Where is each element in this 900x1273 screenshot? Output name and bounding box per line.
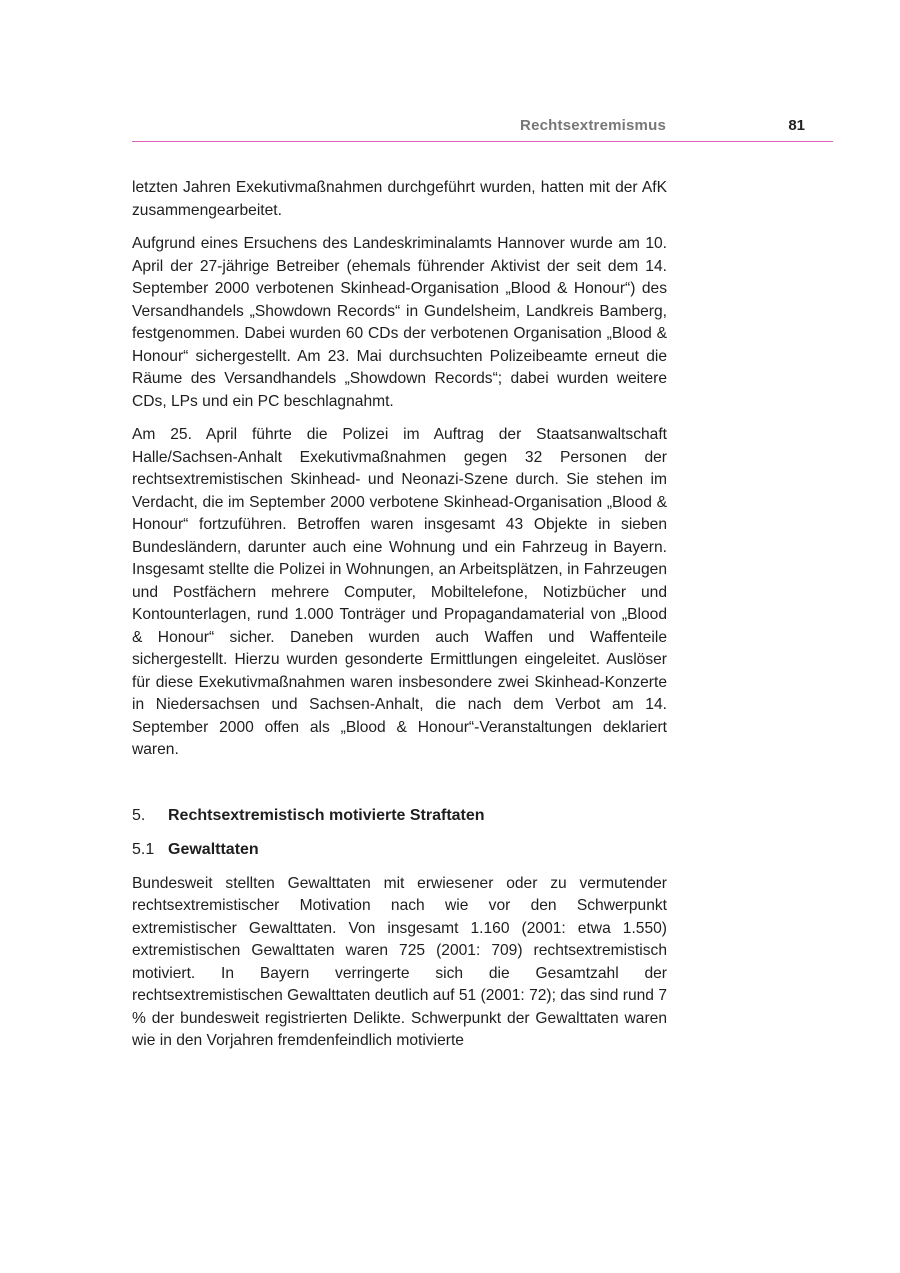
page-number: 81: [788, 117, 805, 134]
paragraph-exekutivmassnahmen: Am 25. April führte die Polizei im Auftrag der Staatsanwaltschaft Halle/Sachsen-Anhalt Exekutivmaßnahmen gegen 32 Personen der rechtsextremistischen Skinhead- und Neonazi-Szene durch. Sie stehen im Verdacht, die im September 2000 verbotene Skinhead-Organisation „Blood & Honour“ fortzuführen. Betroffen waren insgesamt 43 Objekte in sieben Bundesländern, darunter auch eine Wohnung und ein Fahrzeug in Bayern. Insgesamt stellte die Polizei in Wohnungen, an Arbeitsplätzen, in Fahrzeugen und Postfächern mehrere Computer, Mobiltelefone, Notizbücher und Kontounterlagen, rund 1.000 Tonträger und Propagandamaterial von „Blood & Honour“ sicher. Daneben wurden auch Waffen und Waffenteile sichergestellt. Hierzu wurden gesonderte Ermittlungen eingeleitet. Auslöser für diese Exekutivmaßnahmen waren insbesondere zwei Skinhead-Konzerte in Niedersachsen und Sachsen-Anhalt, die nach dem Verbot am 14. September 2000 offen als „Blood & Honour“-Veranstaltungen deklariert waren.: [132, 426, 667, 758]
running-header: [132, 117, 833, 141]
section-title: Rechtsextremistisch motivierte Straftaten: [168, 806, 485, 824]
paragraph-showdown-records: Aufgrund eines Ersuchens des Landeskriminalamts Hannover wurde am 10. April der 27-jährige Betreiber (ehemals führender Aktivist der seit dem 14. September 2000 verbotenen Skinhead-Organisation „Blood & Honour“) des Versandhandels „Showdown Records“ in Gundelsheim, Landkreis Bamberg, festgenommen. Dabei wurden 60 CDs der verbotenen Organisation „Blood & Honour“ sichergestellt. Am 23. Mai durchsuchten Polizeibeamte erneut die Räume des Versandhandels „Showdown Records“; dabei wurden weitere CDs, LPs und ein PC beschlagnahmt.: [132, 235, 667, 410]
subsection-heading-5-1: [132, 839, 667, 861]
subsection-number: 5.1: [132, 840, 155, 858]
paragraph-gewalttaten: Bundesweit stellten Gewalttaten mit erwiesener oder zu vermutender rechtsextremistischer Motivation nach wie vor den Schwerpunkt extremistischer Gewalttaten. Von insgesamt 1.160 (2001: etwa 1.550) extremistischen Gewalttaten waren 725 (2001: 709) rechtsextremistisch motiviert. In Bayern verringerte sich die Gesamtzahl der rechtsextremistischen Gewalttaten deutlich auf 51 (2001: 72); das sind rund 7 % der bundesweit registrierten Delikte. Schwerpunkt der Gewalttaten waren wie in den Vorjahren fremdenfeindlich motivierte: [132, 874, 667, 1049]
subsection-title: Gewalttaten: [168, 840, 259, 858]
paragraph-continuation: letzten Jahren Exekutivmaßnahmen durchgeführt wurden, hatten mit der AfK zusammengearbeitet.: [132, 179, 667, 219]
section-number: 5.: [132, 806, 146, 824]
section-heading-5: [132, 805, 667, 827]
page-body: [132, 177, 667, 1064]
header-divider: [132, 141, 833, 142]
running-header-title: Rechtsextremismus: [520, 117, 666, 134]
